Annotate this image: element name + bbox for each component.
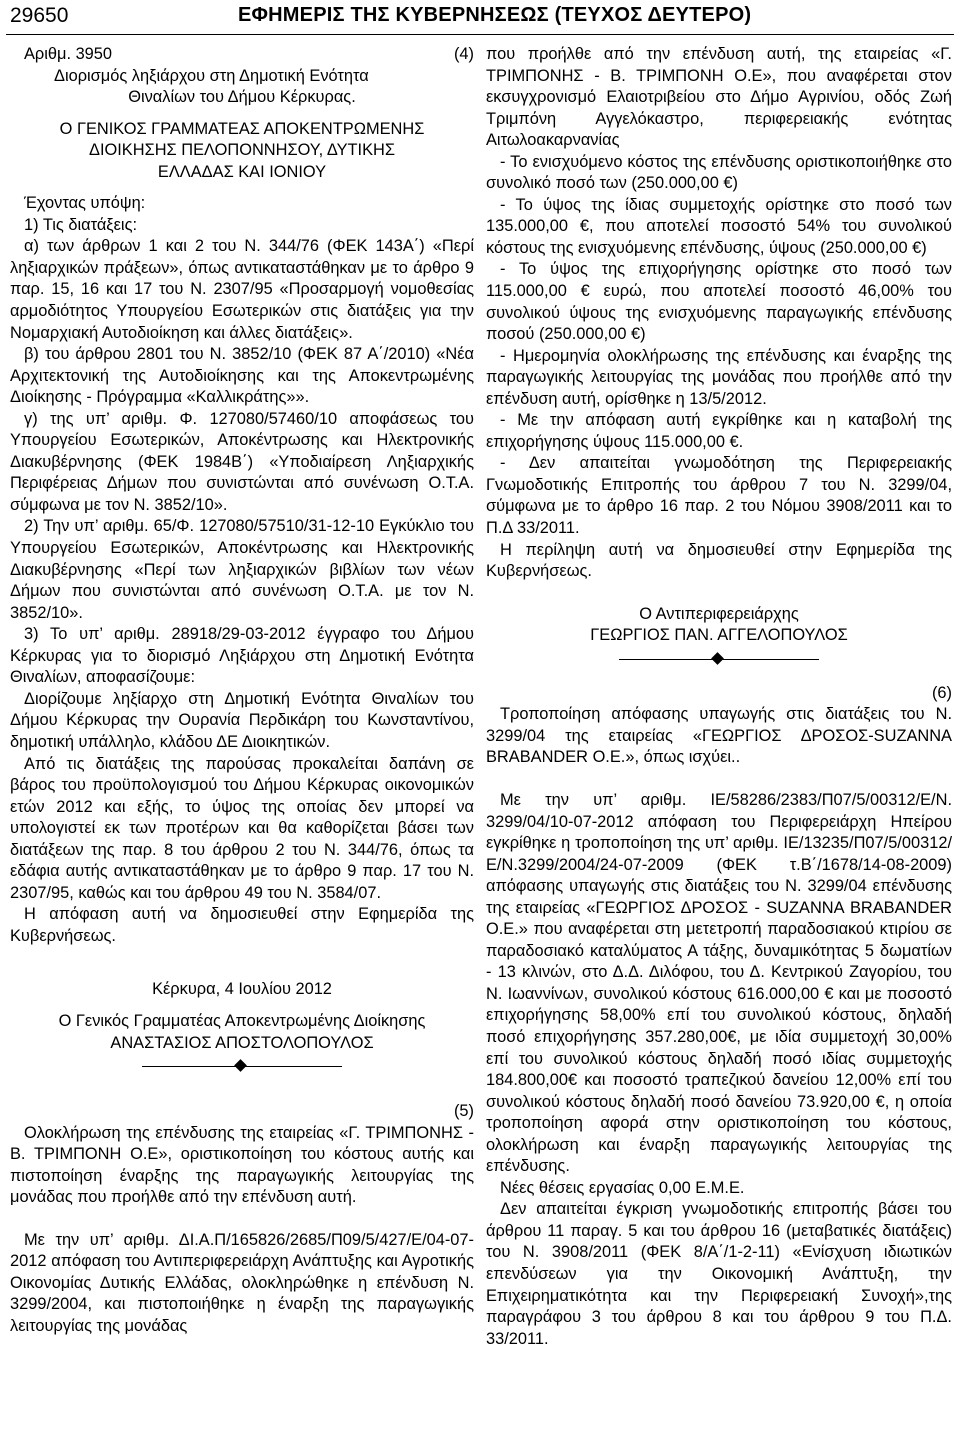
paragraph: - Το ύψος της επιχορήγησης ορίστηκε στο ποσό των 115.000,00 € ευρώ, που αποτελεί ποσοστό 46,00% του συνολικού ύψους της ενισχυόμενης παραγωγικής επένδυσης ποσού (250.000,00 €): [486, 260, 952, 344]
authority-line3: ΕΛΛΑΔΑΣ ΚΑΙ ΙΟΝΙΟΥ: [157, 162, 327, 181]
diamond-icon: [711, 652, 724, 665]
paragraph: - Το ενισχυόμενο κόστος της επένδυσης οριστικοποιήθηκε στο συνολικό ποσό των (250.000,00 €): [486, 152, 952, 193]
paragraph: - Δεν απαιτείται γνωμοδότηση της Περιφερειακής Γνωμοδοτικής Επιτροπής του άρθρου 7 του Ν. 3299/04, σύμφωνα με το άρθρο 16 παρ. 2 του Νόμου 3908/2011 και το Π.Δ 33/2011.: [486, 454, 952, 538]
paragraph: 2) Την υπ’ αριθμ. 65/Φ. 127080/57510/31-12-10 Εγκύκλιο του Υπουργείου Εσωτερικών, Αποκέντρωσης και Ηλεκτρονικής Διακυβέρνησης «Περί των ληξιαρχικών βιβλίων των νέων Δήμων που συνιστώνται από συνένωση Ο.Τ.Α. με τον Ν. 3852/10».: [10, 517, 474, 622]
place-date: Κέρκυρα, 4 Ιουλίου 2012: [152, 980, 332, 999]
paragraph: 1) Τις διατάξεις:: [24, 215, 138, 234]
decision-title: Τροποποίηση απόφασης υπαγωγής στις διατάξεις του Ν. 3299/04 της εταιρείας «ΓΕΩΡΓΙΟΣ ΔΡΟΣΟΣ-SUZANNA BRABANDER Ο.Ε.», όπως ισχύει..: [486, 705, 952, 767]
paragraph: Δεν απαιτείται έγκριση γνωμοδοτικής επιτροπής βάσει του άρθρου 11 παραγ. 5 και του άρθρου 16 (μεταβατικές διατάξεις) του Ν. 3908/2011 (ΦΕΚ 8/Α΄/1-2-11) «Ενίσχυση ιδιωτικών επενδύσεων για την Οικονομική Ανάπτυξη, την Επιχειρηματικότητα και την Περιφερειακή Συνοχή»,της παραγράφου 3 του άρθρου 8 και του άρθρου 9 του Π.Δ. 33/2011.: [486, 1200, 952, 1348]
paragraph: που προήλθε από την επένδυση αυτή, της εταιρείας «Γ. ΤΡΙΜΠΟΝΗΣ - Β. ΤΡΙΜΠΟΝΗ Ο.Ε», που αναφέρεται στον εκσυγχρονισμό Ελαιοτριβείου στο Δήμο Αγρινίου, οδός Ζωή Τριμπόνη Αγγελόκαστρο, περιφερειακής ενότητας Αιτωλοακαρνανίας: [486, 45, 952, 150]
authority-line1: Ο ΓΕΝΙΚΟΣ ΓΡΑΜΜΑΤΕΑΣ ΑΠΟΚΕΝΤΡΩΜΕΝΗΣ: [59, 119, 425, 138]
paragraph: Νέες θέσεις εργασίας 0,00 Ε.Μ.Ε.: [500, 1178, 745, 1197]
paragraph: Η περίληψη αυτή να δημοσιευθεί στην Εφημερίδα της Κυβερνήσεως.: [486, 540, 952, 581]
signer-title: Ο Γενικός Γραμματέας Αποκεντρωμένης Διοίκησης: [58, 1011, 426, 1030]
paragraph: Από τις διατάξεις της παρούσας προκαλείται δαπάνη σε βάρος του προϋπολογισμού του Δήμου Κέρκυρας οικονομικών ετών 2012 και εξής, το ύψος της οποίας δεν μπορεί να υπολογιστεί εκ των προτέρων και θα καθορίζεται βάσει των διατάξεων της παρ. 8 του άρθρου 2 του Ν. 344/76, όπως τα εδάφια αυτής αντικαταστάθηκαν με το άρθρο 9 παρ. 17 του Ν. 2307/95, καθώς και του άρθρου 49 του Ν. 3584/07.: [10, 754, 474, 902]
signer-title: Ο Αντιπεριφερειάρχης: [639, 604, 799, 623]
paragraph: Με την υπ’ αριθμ. ΙΕ/58286/2383/Π07/5/00312/Ε/Ν. 3299/04/10-07-2012 απόφαση του Περιφερειάρχη Ηπείρου εγκρίθηκε η τροποποίηση της υπ’ αριθμ. ΙΕ/13235/Π07/5/00312/Ε/Ν.3299/2004/24-07-2009 (ΦΕΚ τ.Β΄/1678/14-08-2009) απόφασης υπαγωγής στις διατάξεις του Ν. 3299/04 επένδυσης της εταιρείας «ΓΕΩΡΓΙΟΣ ΔΡΟΣΟΣ - SUZANNA BRABANDER Ο.Ε.» που αναφέρεται στη μετετροπή παραδοσιακού κτιρίου σε παραδοσιακό καταλύματος Α τάξης, δυναμικότητας 5 δωματίων - 13 κλινών, στο Δ.Δ. Διλόφου, του Δ. Κεντρικού Ζαγορίου, του Ν. Ιωαννίνων, συνολικού κόστους 616.000,00 € και με ποσοστό επιχορήγησης 58,00% επί του συνολικού κόστους, δηλαδή ποσό επιχορήγησης 357.280,00€, με ιδία συμμετοχή 30,00% επί του συνολικού κόστους δηλαδή ποσό ιδίας συμμετοχής 184.800,00€ και ποσοστό τραπεζικού δανείου 12,00% επί του συνολικού κόστους δηλαδή ποσό δανείου 73.920,00 €, η οποία τροποποίηση αφορά στην οριστικοποίηση του κόστους, ολοκλήρωση και έναρξη παραγωγικής λειτουργίας της επένδυσης.: [486, 790, 952, 1176]
authority-line2: ΔΙΟΙΚΗΣΗΣ ΠΕΛΟΠΟΝΝΗΣΟΥ, ΔΥΤΙΚΗΣ: [89, 141, 395, 160]
paragraph: Η απόφαση αυτή να δημοσιευθεί στην Εφημερίδα της Κυβερνήσεως.: [10, 905, 474, 945]
paragraph: β) του άρθρου 2801 του Ν. 3852/10 (ΦΕΚ 87 Α΄/2010) «Νέα Αρχιτεκτονική της Αυτοδιοίκησης και της Αποκεντρωμένης Διοίκησης - Πρόγραμμα «Καλλικράτης»».: [10, 345, 474, 407]
decision-number: Αριθμ. 3950: [24, 45, 113, 63]
decision-index: (5): [453, 1102, 474, 1121]
decision-index: (4): [453, 45, 474, 63]
paragraph: γ) της υπ’ αριθμ. Φ. 127080/57460/10 αποφάσεως του Υπουργείου Εσωτερικών, Αποκέντρωσης και Ηλεκτρονικής Διακυβέρνησης (ΦΕΚ 1984Β΄) «Υποδιαίρεση Ληξιαρχικής Περιφέρειας Δήμων που συνιστώνται από συνένωση Ο.Τ.Α. σύμφωνα με τον Ν. 3852/10».: [10, 409, 474, 514]
page-number: 29650: [10, 4, 69, 27]
decision-index: (6): [931, 683, 952, 702]
paragraph: Διορίζουμε ληξίαρχο στη Δημοτική Ενότητα Θιναλίων του Δήμου Κέρκυρας την Ουρανία Περδικάρη του Κωνσταντίνου, δημοτική υπάλληλο, κλάδου ΔΕ Διοικητικών.: [10, 689, 474, 751]
paragraph: 3) Το υπ’ αριθμ. 28918/29-03-2012 έγγραφο του Δήμου Κέρκυρας για το διορισμό Ληξιάρχου στη Δημοτική Ενότητα Θιναλίων, αποφασίζουμε:: [10, 625, 474, 687]
signer-name: ΓΕΩΡΓΙΟΣ ΠΑΝ. ΑΓΓΕΛΟΠΟΥΛΟΣ: [590, 626, 848, 645]
diamond-icon: [234, 1059, 247, 1072]
decision-title-line1: Διορισμός ληξιάρχου στη Δημοτική Ενότητα: [54, 66, 369, 85]
right-column: [486, 44, 952, 1350]
journal-title: ΕΦΗΜΕΡΙΣ ΤΗΣ ΚΥΒΕΡΝΗΣΕΩΣ (ΤΕΥΧΟΣ ΔΕΥΤΕΡΟ): [238, 4, 752, 26]
paragraph: - Το ύψος της ίδιας συμμετοχής ορίστηκε στο ποσό των 135.000,00 €, που αποτελεί ποσοστό 54% του συνολικού κόστους της ενισχυόμενης επένδυσης, ύψους (250.000,00 €): [486, 195, 952, 257]
paragraph: Έχοντας υπόψη:: [24, 194, 146, 213]
paragraph: Με την υπ’ αριθμ. ΔΙ.Α.Π/165826/2685/Π09/5/427/Ε/04-07-2012 απόφαση του Αντιπεριφερειάρχη Ανάπτυξης και Αγροτικής Οικονομίας Δυτικής Ελλάδας, ολοκληρώθηκε η επένδυση Ν. 3299/2004, και πιστοποιήθηκε η έναρξη της παραγωγικής λειτουργίας της μονάδας: [10, 1230, 474, 1335]
section-separator: [619, 653, 819, 667]
decision-number-line: [10, 44, 474, 66]
page-header: [10, 4, 950, 34]
section-separator: [142, 1060, 342, 1074]
header-rule: [6, 34, 954, 35]
paragraph: - Με την απόφαση αυτή εγκρίθηκε και η καταβολή της επιχορήγησης ύψους 115.000,00 €.: [486, 411, 952, 451]
decision-title-line2: Θιναλίων του Δήμου Κέρκυρας.: [128, 88, 356, 107]
left-column: [10, 44, 474, 1338]
paragraph: - Ημερομηνία ολοκλήρωσης της επένδυσης και έναρξης της παραγωγικής λειτουργίας της μονάδας που προήλθε από την επένδυση αυτή, ορίσθηκε η 13/5/2012.: [486, 346, 952, 408]
signer-name: ΑΝΑΣΤΑΣΙΟΣ ΑΠΟΣΤΟΛΟΠΟΥΛΟΣ: [110, 1033, 374, 1052]
paragraph: α) των άρθρων 1 και 2 του Ν. 344/76 (ΦΕΚ 143Α΄) «Περί ληξιαρχικών πράξεων», όπως αντικαταστάθηκαν με το άρθρο 9 παρ. 15, 16 και 17 του Ν. 2307/95 «Προσαρμογή νομοθεσίας αρμοδιότητος Υπουργείου Εσωτερικών στις διατάξεις για την Νομαρχιακή Αυτοδιοίκηση και άλλες διατάξεις».: [10, 237, 474, 342]
decision-title: Ολοκλήρωση της επένδυσης της εταιρείας «Γ. ΤΡΙΜΠΟΝΗΣ - Β. ΤΡΙΜΠΟΝΗ Ο.Ε», οριστικοποίηση του κόστους αυτής και πιστοποίηση έναρξης της παραγωγικής λειτουργίας της μονάδας που προήλθε από την επένδυση αυτή.: [10, 1123, 474, 1207]
